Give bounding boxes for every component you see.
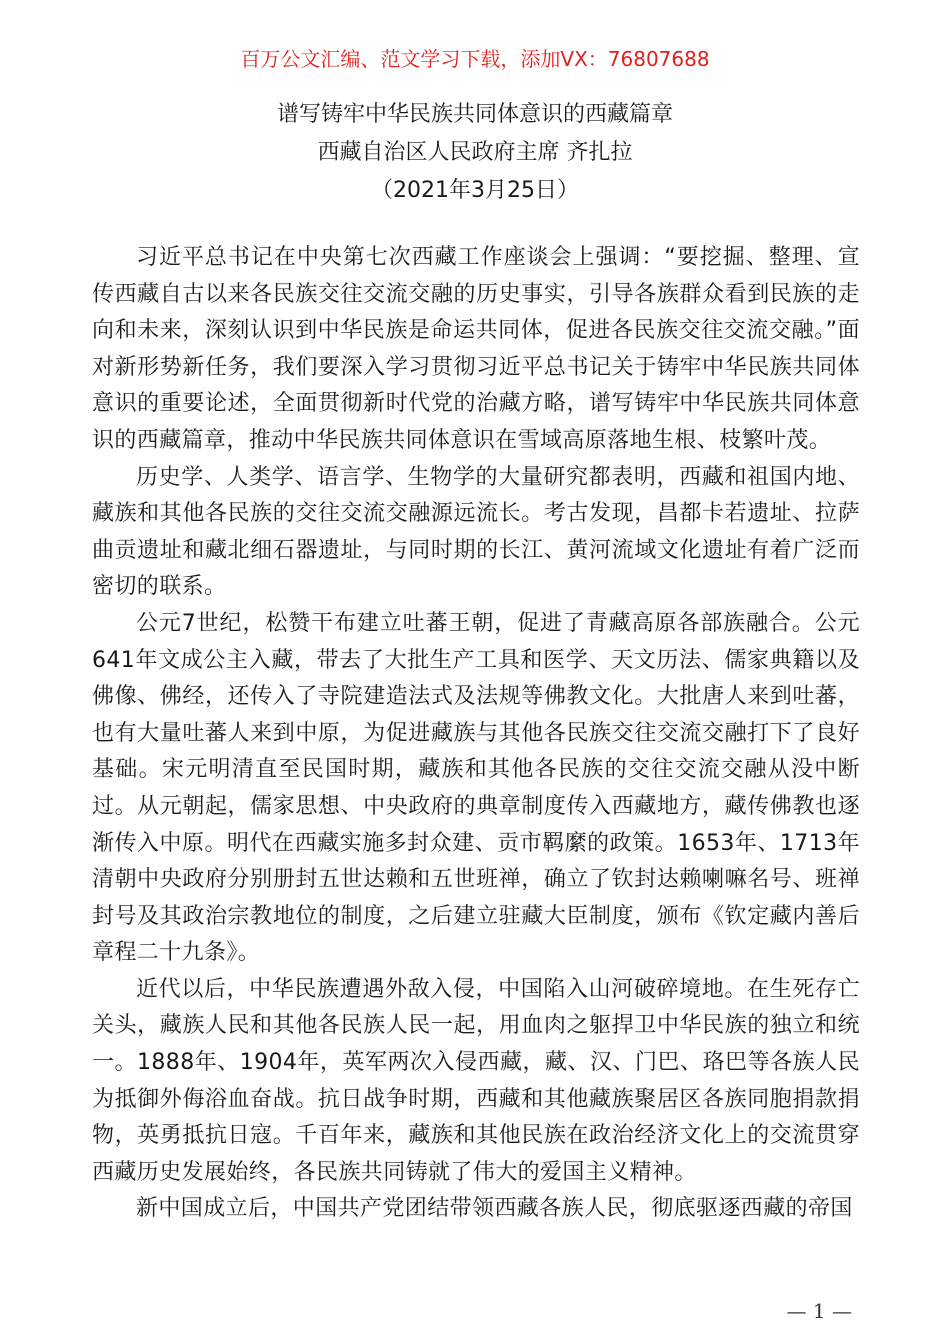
document-header [0, 96, 950, 210]
paragraph: 公元7世纪，松赞干布建立吐蕃王朝，促进了青藏高原各部族融合。公元641年文成公主入藏，带去了大批生产工具和医学、天文历法、儒家典籍以及佛像、佛经，还传入了寺院建造法式及法规等佛教文化。大批唐人来到吐蕃，也有大量吐蕃人来到中原，为促进藏族与其他各民族交往交流交融打下了良好基础。宋元明清直至民国时期，藏族和其他各民族的交往交流交融从没中断过。从元朝起，儒家思想、中央政府的典章制度传入西藏地方，藏传佛教也逐渐传入中原。明代在西藏实施多封众建、贡市羁縻的政策。1653年、1713年清朝中央政府分别册封五世达赖和五世班禅，确立了钦封达赖喇嘛名号、班禅封号及其政治宗教地位的制度，之后建立驻藏大臣制度，颁布《钦定藏内善后章程二十九条》。 [92, 610, 860, 966]
document-body [92, 240, 860, 1228]
paragraph: 近代以后，中华民族遭遇外敌入侵，中国陷入山河破碎境地。在生死存亡关头，藏族人民和其他各民族人民一起，用血肉之躯捍卫中华民族的独立和统一。1888年、1904年，英军两次入侵西藏，藏、汉、门巴、珞巴等各族人民为抵御外侮浴血奋战。抗日战争时期，西藏和其他藏族聚居区各族同胞捐款捐物，英勇抵抗日寇。千百年来，藏族和其他民族在政治经济文化上的交流贯穿西藏历史发展始终，各民族共同铸就了伟大的爱国主义精神。 [92, 976, 860, 1185]
document-author: 西藏自治区人民政府主席 齐扎拉 [317, 140, 633, 165]
paragraph: 习近平总书记在中央第七次西藏工作座谈会上强调：“要挖掘、整理、宣传西藏自古以来各民族交往交流交融的历史事实，引导各族群众看到民族的走向和未来，深刻认识到中华民族是命运共同体，促进各民族交往交流交融。”面对新形势新任务，我们要深入学习贯彻习近平总书记关于铸牢中华民族共同体意识的重要论述，全面贯彻新时代党的治藏方略，谱写铸牢中华民族共同体意识的西藏篇章，推动中华民族共同体意识在雪域高原落地生根、枝繁叶茂。 [92, 245, 860, 453]
document-date: （2021年3月25日） [371, 178, 579, 203]
paragraph: 新中国成立后，中国共产党团结带领西藏各族人民，彻底驱逐西藏的帝国 [136, 1196, 853, 1222]
page-number: — 1 — [786, 1299, 852, 1323]
paragraph: 历史学、人类学、语言学、生物学的大量研究都表明，西藏和祖国内地、藏族和其他各民族的交往交流交融源远流长。考古发现，昌都卡若遗址、拉萨曲贡遗址和藏北细石器遗址，与同时期的长江、黄河流域文化遗址有着广泛而密切的联系。 [92, 464, 860, 600]
promo-banner: 百万公文汇编、范文学习下载，添加VX：76807688 [240, 47, 710, 71]
document-title: 谱写铸牢中华民族共同体意识的西藏篇章 [276, 102, 673, 127]
